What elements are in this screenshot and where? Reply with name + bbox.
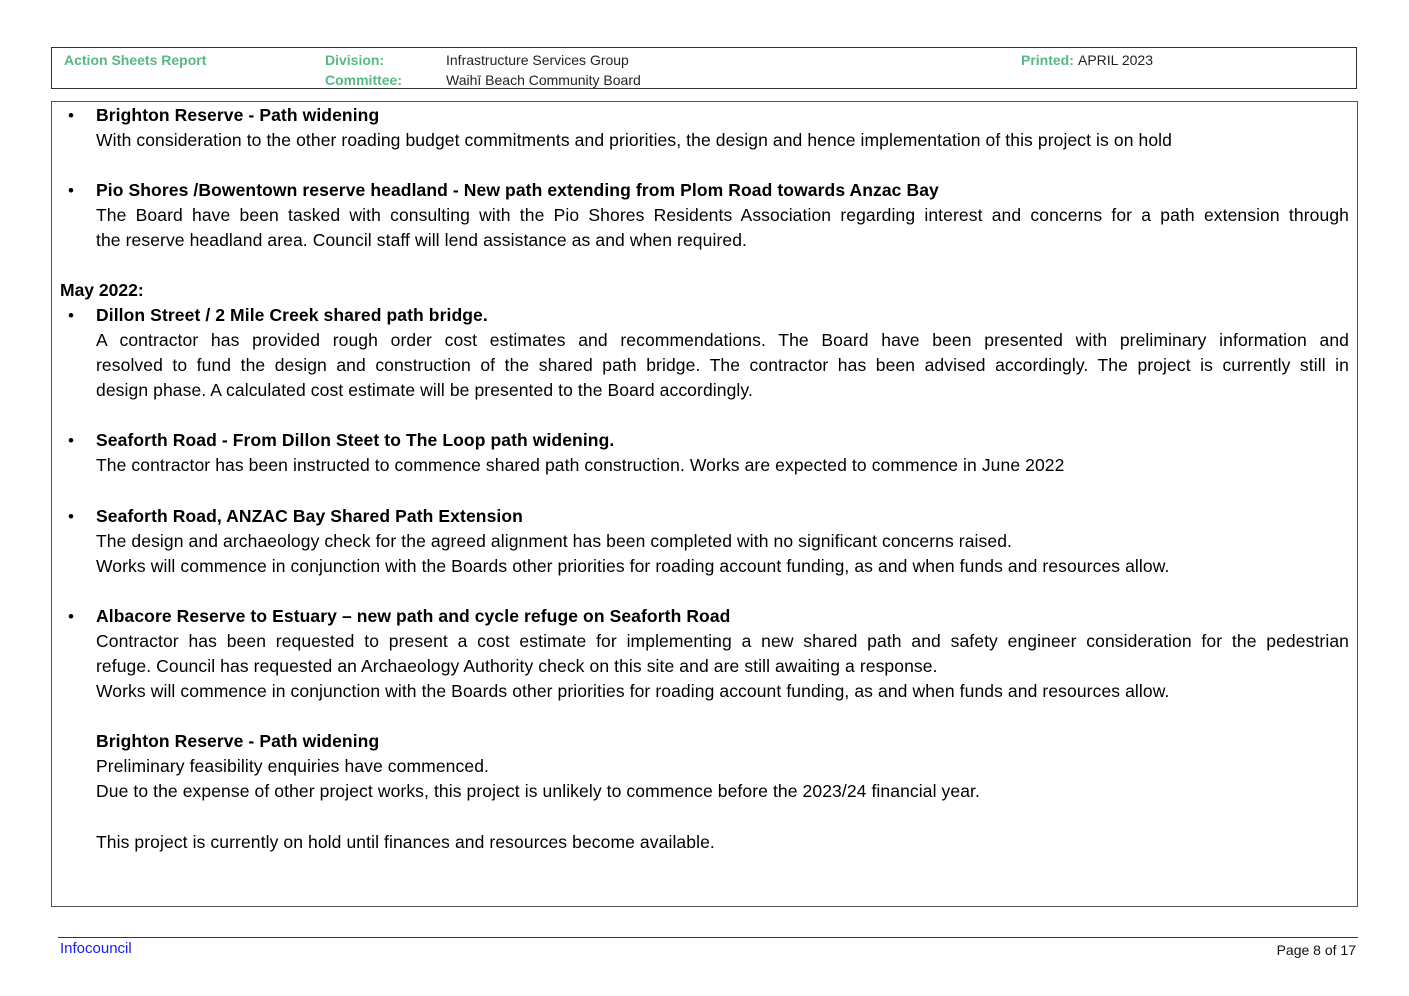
bullet: •	[68, 607, 74, 626]
bullet: •	[68, 507, 74, 526]
committee-value: Waihī Beach Community Board	[446, 72, 641, 88]
section-heading: May 2022:	[60, 280, 144, 300]
item-text: A contractor has provided rough order cost estimates and recommendations. The Board have been presented with preliminary information and	[96, 330, 1349, 350]
item-title: Pio Shores /Bowentown reserve headland - New path extending from Plom Road towards Anzac Bay	[96, 180, 939, 200]
item-text: refuge. Council has requested an Archaeology Authority check on this site and are still awaiting a response.	[96, 656, 938, 676]
item-title: Dillon Street / 2 Mile Creek shared path bridge.	[96, 305, 488, 325]
footer-brand: Infocouncil	[60, 940, 132, 957]
item-text: design phase. A calculated cost estimate will be presented to the Board accordingly.	[96, 380, 753, 400]
item-text: Works will commence in conjunction with the Boards other priorities for roading account funding, as and when funds and resources allow.	[96, 681, 1170, 701]
item-title: Seaforth Road, ANZAC Bay Shared Path Extension	[96, 506, 523, 526]
item-text: resolved to fund the design and construction of the shared path bridge. The contractor has been advised accordingly. The project is currently still in	[96, 355, 1349, 375]
bullet: •	[68, 106, 74, 125]
item-text: With consideration to the other roading budget commitments and priorities, the design and hence implementation of this project is on hold	[96, 130, 1172, 150]
item-title: Seaforth Road - From Dillon Steet to The Loop path widening.	[96, 430, 615, 450]
committee-label: Committee:	[325, 72, 403, 88]
item-text: the reserve headland area. Council staff will lend assistance as and when required.	[96, 230, 747, 250]
item-note: This project is currently on hold until finances and resources become available.	[96, 832, 715, 852]
item-text: The design and archaeology check for the agreed alignment has been completed with no significant concerns raised.	[96, 531, 1013, 551]
item-title: Albacore Reserve to Estuary – new path and cycle refuge on Seaforth Road	[96, 606, 731, 626]
item-title: Brighton Reserve - Path widening	[96, 731, 380, 751]
item-text: The contractor has been instructed to commence shared path construction. Works are expected to commence in June 2022	[96, 455, 1065, 475]
item-text: The Board have been tasked with consulting with the Pio Shores Residents Association regarding interest and concerns for a path extension through	[96, 205, 1349, 225]
item-text: Works will commence in conjunction with the Boards other priorities for roading account funding, as and when funds and resources allow.	[96, 556, 1170, 576]
item-title: Brighton Reserve - Path widening	[96, 105, 380, 125]
bullet: •	[68, 431, 74, 450]
page-number: Page 8 of 17	[1276, 942, 1356, 958]
bullet: •	[68, 181, 74, 200]
report-label: Action Sheets Report	[64, 52, 207, 68]
footer-divider	[58, 937, 1358, 938]
division-label: Division:	[325, 52, 385, 68]
report-header	[51, 47, 1357, 89]
division-value: Infrastructure Services Group	[446, 52, 629, 68]
item-text: Due to the expense of other project works, this project is unlikely to commence before the 2023/24 financial year.	[96, 781, 980, 801]
item-text: Preliminary feasibility enquiries have commenced.	[96, 756, 489, 776]
bullet: •	[68, 306, 74, 325]
item-text: Contractor has been requested to present a cost estimate for implementing a new shared path and safety engineer consideration for the pedestrian	[96, 631, 1349, 651]
printed-label: Printed:	[1021, 52, 1074, 68]
printed-value: APRIL 2023	[1078, 52, 1153, 68]
